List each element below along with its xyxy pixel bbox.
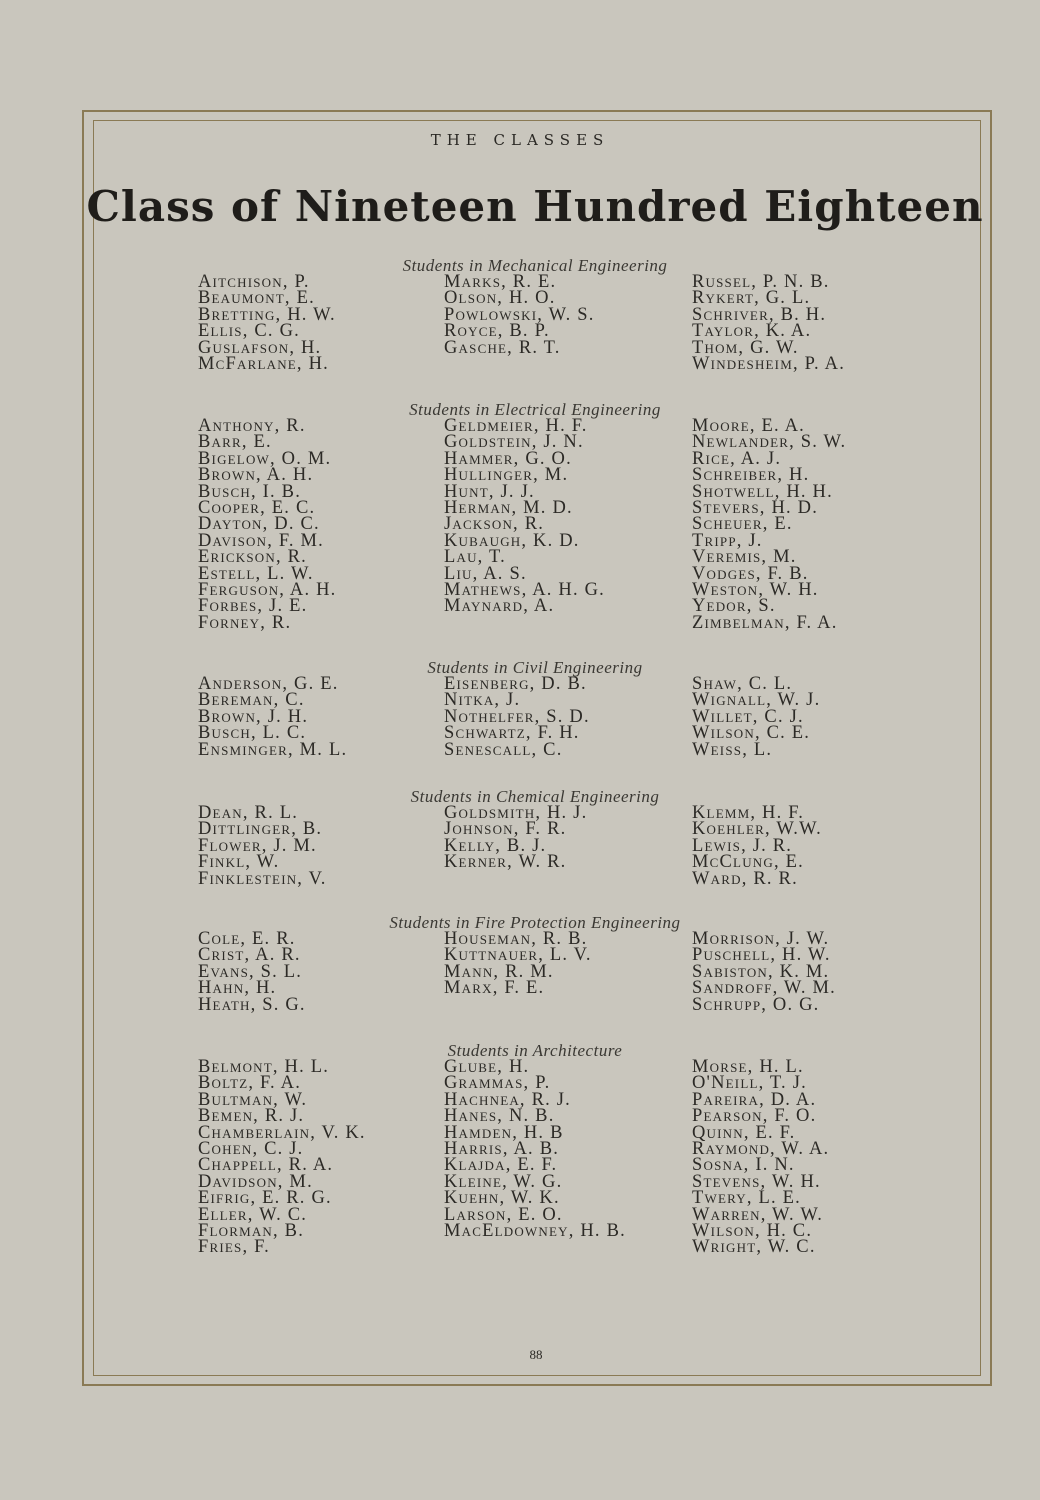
student-name: Sosna, I. N. [692,1155,795,1176]
student-name: Chappell, R. A. [198,1155,334,1176]
section-title: Students in Chemical Engineering [410,787,660,806]
student-name: Nothelfer, S. D. [444,706,590,727]
student-name: Dean, R. L. [198,803,299,823]
student-name: Eisenberg, D. B. [444,674,587,694]
student-name: Cole, E. R. [198,929,296,949]
student-name: Johnson, F. R. [444,819,567,840]
student-name: Barr, E. [198,432,272,453]
student-name: Twery, L. E. [692,1188,801,1209]
student-name: Crist, A. R. [198,945,301,966]
student-name: Schriver, B. H. [692,304,827,325]
student-name: Busch, L. C. [198,723,307,744]
student-name: Quinn, E. F. [692,1122,796,1143]
student-name: Weston, W. H. [692,580,819,601]
student-name: Nitka, J. [444,690,521,711]
student-name: Tripp, J. [692,530,763,551]
student-name: Schrupp, O. G. [692,994,820,1015]
student-name: Shotwell, H. H. [692,481,833,502]
student-name: Chamberlain, V. K. [198,1122,366,1143]
names-middle-column [444,1057,626,1242]
student-name: McFarlane, H. [198,354,329,375]
student-name: Marks, R. E. [444,272,557,292]
student-name: Stevers, H. D. [692,498,819,519]
student-name: Finkl, W. [198,852,280,873]
student-name: Lewis, J. R. [692,835,793,856]
student-name: Brown, J. H. [198,706,309,727]
names-left-column [198,418,337,631]
student-name: Sandroff, W. M. [692,978,836,999]
student-name: Ellis, C. G. [198,321,300,342]
student-name: Kleine, W. G. [444,1171,563,1192]
student-name: Hullinger, M. [444,465,569,486]
student-name: Bereman, C. [198,690,305,711]
student-name: Maynard, A. [444,596,555,617]
student-name: Bigelow, O. M. [198,448,332,469]
student-name: Wilson, C. E. [692,723,811,744]
student-name: Veremis, M. [692,547,797,568]
student-name: Evans, S. L. [198,961,303,982]
student-name: Kubaugh, K. D. [444,530,580,551]
student-name: Kelly, B. J. [444,835,547,856]
student-name: Goldsmith, H. J. [444,803,588,823]
student-name: Yedor, S. [692,596,776,617]
names-left-column [198,272,336,375]
student-name: Heath, S. G. [198,994,306,1015]
student-name: Marx, F. E. [444,978,545,999]
student-name: Harris, A. B. [444,1139,560,1160]
student-name: Hahn, H. [198,978,277,999]
names-left-column [198,931,306,1013]
student-name: Ward, R. R. [692,868,798,889]
student-name: Puschell, H. W. [692,945,831,966]
student-name: Royce, B. P. [444,321,550,342]
names-left-column [198,676,347,758]
student-name: Boltz, F. A. [198,1073,302,1094]
section-title: Students in Civil Engineering [427,658,643,677]
student-name: Aitchison, P. [198,272,310,292]
section-title: Students in Mechanical Engineering [402,256,668,275]
student-name: Moore, E. A. [692,416,806,436]
names-right-column [692,805,822,887]
student-name: Mathews, A. H. G. [444,580,606,601]
student-name: Flower, J. M. [198,835,317,856]
names-right-column [692,676,820,758]
student-name: Morrison, J. W. [692,929,830,949]
student-name: Hanes, N. B. [444,1106,555,1127]
student-name: Rykert, G. L. [692,288,811,309]
student-name: Gasche, R. T. [444,337,561,358]
student-name: Eller, W. C. [198,1204,308,1225]
names-right-column [692,418,846,631]
student-name: Kuehn, W. K. [444,1188,560,1209]
section-title: Students in Fire Protection Engineering [389,913,681,932]
student-name: Eifrig, E. R. G. [198,1188,332,1209]
student-name: Anthony, R. [198,416,306,436]
student-name: Pareira, D. A. [692,1089,817,1110]
student-name: Anderson, G. E. [198,674,339,694]
student-name: Forney, R. [198,612,292,633]
student-name: Busch, I. B. [198,481,302,502]
student-name: Grammas, P. [444,1073,551,1094]
student-name: Weiss, L. [692,739,773,760]
names-middle-column [444,274,595,356]
names-left-column [198,1059,366,1256]
student-name: Vodges, F. B. [692,563,809,584]
student-name: Zimbelman, F. A. [692,612,838,633]
student-name: Bretting, H. W. [198,304,336,325]
section-title: Students in Electrical Engineering [409,400,661,419]
student-name: Kerner, W. R. [444,852,567,873]
page-number: 88 [529,1347,543,1362]
running-head: THE CLASSES [430,131,610,149]
student-name: Glube, H. [444,1057,530,1077]
page-title: Class of Nineteen Hundred Eighteen [86,182,984,231]
student-name: Klemm, H. F. [692,803,805,823]
student-name: Wilson, H. C. [692,1221,813,1242]
student-name: Cohen, C. J. [198,1139,304,1160]
student-name: Erickson, R. [198,547,307,568]
student-name: Houseman, R. B. [444,929,588,949]
student-name: Warren, W. W. [692,1204,824,1225]
student-name: Herman, M. D. [444,498,573,519]
student-name: Larson, E. O. [444,1204,563,1225]
student-name: Brown, A. H. [198,465,314,486]
names-middle-column [444,676,590,758]
student-name: Raymond, W. A. [692,1139,830,1160]
student-name: Jackson, R. [444,514,545,535]
student-name: Taylor, K. A. [692,321,812,342]
student-name: Hunt, J. J. [444,481,535,502]
names-middle-column [444,931,592,997]
student-name: Lau, T. [444,547,506,568]
names-left-column [198,805,327,887]
student-name: Cooper, E. C. [198,498,316,519]
student-name: Scheuer, E. [692,514,793,535]
student-name: Klajda, E. F. [444,1155,558,1176]
student-name: Senescall, C. [444,739,563,760]
student-name: Rice, A. J. [692,448,782,469]
names-right-column [692,931,836,1013]
student-name: Forbes, J. E. [198,596,308,617]
student-name: Powlowski, W. S. [444,304,595,325]
student-name: Estell, L. W. [198,563,314,584]
student-name: Wright, W. C. [692,1237,816,1258]
student-name: O'Neill, T. J. [692,1073,807,1094]
student-name: Dittlinger, B. [198,819,323,840]
student-name: Beaumont, E. [198,288,315,309]
student-name: Ensminger, M. L. [198,739,348,760]
student-name: Geldmeier, H. F. [444,416,588,436]
student-name: Olson, H. O. [444,288,556,309]
student-name: Stevens, W. H. [692,1171,821,1192]
names-right-column [692,272,846,375]
student-name: Davison, F. M. [198,530,324,551]
student-name: MacEldowney, H. B. [444,1221,626,1242]
student-name: Davidson, M. [198,1171,313,1192]
student-name: Morse, H. L. [692,1057,804,1077]
student-name: McClung, E. [692,852,804,873]
student-name: Schreiber, H. [692,465,810,486]
student-name: Shaw, C. L. [692,674,793,694]
student-name: Mann, R. M. [444,961,554,982]
student-name: Wignall, W. J. [692,690,821,711]
student-name: Hamden, H. B [444,1122,564,1143]
student-name: Koehler, W.W. [692,819,822,840]
student-name: Florman, B. [198,1221,305,1242]
student-name: Fries, F. [198,1237,270,1258]
student-name: Pearson, F. O. [692,1106,817,1127]
student-name: Liu, A. S. [444,563,527,584]
student-name: Thom, G. W. [692,337,799,358]
student-name: Bemen, R. J. [198,1106,305,1127]
student-name: Hachnea, R. J. [444,1089,571,1110]
student-name: Windesheim, P. A. [692,354,846,375]
student-name: Goldstein, J. N. [444,432,584,453]
student-name: Ferguson, A. H. [198,580,337,601]
student-name: Schwartz, F. H. [444,723,580,744]
student-name: Finklestein, V. [198,868,327,889]
student-name: Bultman, W. [198,1089,308,1110]
student-name: Dayton, D. C. [198,514,320,535]
names-middle-column [444,805,587,871]
names-right-column [692,1059,829,1256]
names-middle-column [444,418,605,615]
student-name: Russel, P. N. B. [692,272,830,292]
student-name: Sabiston, K. M. [692,961,830,982]
student-name: Kuttnauer, L. V. [444,945,592,966]
student-name: Newlander, S. W. [692,432,847,453]
section-title: Students in Architecture [447,1041,623,1060]
student-name: Willet, C. J. [692,706,804,727]
student-name: Guslafson, H. [198,337,322,358]
student-name: Belmont, H. L. [198,1057,330,1077]
student-name: Hammer, G. O. [444,448,572,469]
